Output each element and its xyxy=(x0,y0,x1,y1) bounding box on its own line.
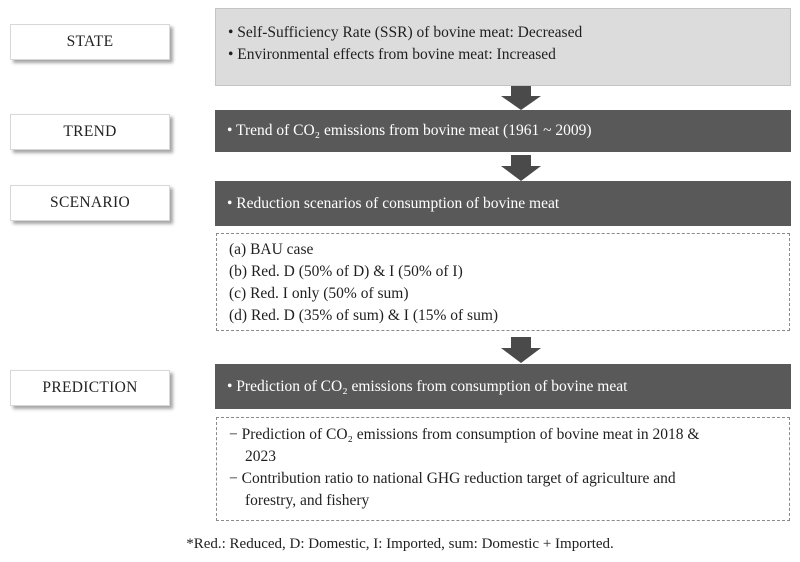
trend-text: • Trend of CO₂ emissions from bovine meat (1961 ~ 2009) xyxy=(227,122,592,139)
prediction-list-item-continued: 2023 xyxy=(245,448,276,465)
prediction-list-item: − Prediction of CO₂ emissions from consumption of bovine meat in 2018 & xyxy=(229,426,700,443)
state-item: • Self-Sufficiency Rate (SSR) of bovine meat: Decreased xyxy=(228,24,583,41)
prediction-list-item: − Contribution ratio to national GHG reduction target of agriculture and xyxy=(229,470,676,487)
down-arrow-icon xyxy=(501,155,541,181)
stage-label-prediction: PREDICTION xyxy=(10,370,170,406)
prediction-text: • Prediction of CO₂ emissions from consumption of bovine meat xyxy=(227,377,628,395)
scenario-box xyxy=(215,181,791,226)
scenario-list-item: (d) Red. D (35% of sum) & I (15% of sum) xyxy=(229,307,499,324)
stage-label-scenario: SCENARIO xyxy=(10,185,170,221)
scenario-list-item: (c) Red. I only (50% of sum) xyxy=(229,285,409,302)
down-arrow-icon xyxy=(501,337,541,363)
prediction-list-item-continued: forestry, and fishery xyxy=(245,492,370,509)
scenario-list-item: (a) BAU case xyxy=(229,241,314,258)
trend-box xyxy=(215,110,791,152)
prediction-box xyxy=(215,364,791,409)
down-arrow-icon xyxy=(501,86,541,110)
state-item: • Environmental effects from bovine meat: Increased xyxy=(228,46,556,63)
scenario-text: • Reduction scenarios of consumption of bovine meat xyxy=(227,194,560,212)
state-box xyxy=(215,8,791,86)
prediction-list xyxy=(216,417,790,521)
scenario-list-item: (b) Red. D (50% of D) & I (50% of I) xyxy=(229,263,463,280)
footnote: *Red.: Reduced, D: Domestic, I: Imported, sum: Domestic + Imported. xyxy=(186,536,614,552)
stage-label-state: STATE xyxy=(10,24,170,60)
stage-label-trend: TREND xyxy=(10,114,170,150)
scenario-list xyxy=(216,233,790,331)
